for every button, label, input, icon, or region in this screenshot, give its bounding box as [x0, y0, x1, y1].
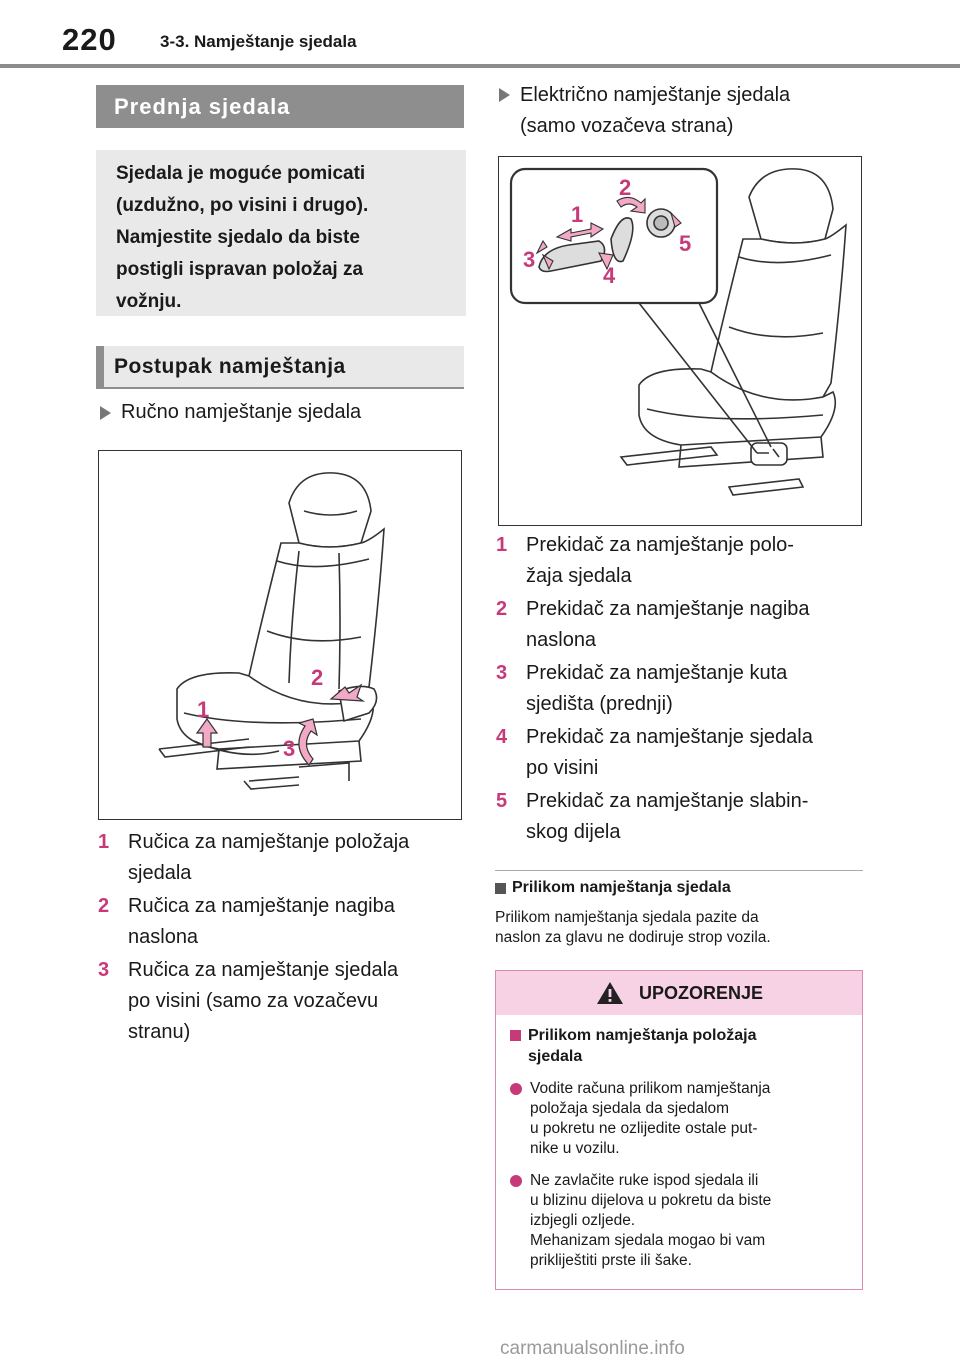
item-text: naslona — [526, 629, 597, 651]
item-text: Prekidač za namještanje kuta — [526, 662, 788, 684]
manual-seat-illustration — [99, 451, 460, 818]
note-title: Prilikom namještanja sjedala — [512, 879, 731, 896]
warning-subtitle-line: sjedala — [528, 1048, 583, 1065]
item-text: Prekidač za namještanje polo- — [526, 534, 794, 556]
note-divider — [495, 870, 863, 871]
item-number: 2 — [496, 598, 508, 620]
item-text: Prekidač za namještanje sjedala — [526, 726, 813, 748]
list-item — [496, 786, 876, 848]
square-bullet-icon — [510, 1030, 521, 1041]
item-text: Ručica za namještanje sjedala — [128, 959, 399, 981]
watermark: carmanualsonline.info — [500, 1338, 685, 1359]
warning-subtitle-line: Prilikom namještanja položaja — [528, 1027, 757, 1044]
callout-2: 2 — [311, 665, 324, 690]
electric-seat-figure — [498, 156, 862, 526]
intro-box — [96, 150, 466, 316]
item-number: 2 — [98, 895, 110, 917]
dot-bullet-icon — [510, 1083, 522, 1095]
manual-seat-figure — [98, 450, 462, 820]
warning-item — [510, 1171, 846, 1271]
item-text: Ručica za namještanje nagiba — [128, 895, 395, 917]
note-heading — [495, 879, 731, 897]
electric-label-row — [495, 80, 790, 142]
chapter-title: 3-3. Namještanje sjedala — [160, 32, 357, 51]
note-body — [495, 908, 875, 948]
item-number: 4 — [496, 726, 508, 748]
note-line: Prilikom namještanja sjedala pazite da — [495, 909, 759, 926]
callout-5: 5 — [679, 231, 692, 256]
warning-title: UPOZORENJE — [638, 982, 764, 1003]
list-item — [98, 827, 468, 889]
warning-item — [510, 1079, 846, 1159]
warning-line: nike u vozilu. — [530, 1140, 620, 1157]
warning-line: Mehanizam sjedala mogao bi vam — [530, 1232, 766, 1249]
manual-items — [98, 827, 468, 1050]
callout-1: 1 — [197, 697, 210, 722]
electric-items — [496, 530, 876, 850]
list-item — [98, 891, 468, 953]
manual-label-row — [96, 397, 361, 428]
note-line: naslon za glavu ne dodiruje strop vozila. — [495, 929, 771, 946]
item-text: sjedala — [128, 862, 192, 884]
section-title: Prednja sjedala — [96, 85, 464, 128]
warning-line: Vodite računa prilikom namještanja — [530, 1080, 771, 1097]
warning-triangle-icon — [595, 980, 625, 1006]
callout-3: 3 — [523, 247, 536, 272]
electric-label: Električno namještanje sjedala — [520, 84, 791, 106]
intro-line: postigli ispravan položaj za — [116, 259, 364, 280]
triangle-bullet-icon — [100, 406, 111, 420]
callout-2: 2 — [619, 175, 632, 200]
callout-4: 4 — [603, 263, 616, 288]
list-item — [496, 594, 876, 656]
item-text: sjedišta (prednji) — [526, 693, 673, 715]
item-text: stranu) — [128, 1021, 191, 1043]
warning-body — [496, 1015, 862, 1271]
item-number: 3 — [98, 959, 110, 981]
list-item — [496, 530, 876, 592]
intro-line: vožnju. — [116, 291, 182, 312]
warning-subtitle — [510, 1025, 846, 1067]
item-number: 1 — [496, 534, 508, 556]
item-number: 5 — [496, 790, 508, 812]
triangle-bullet-icon — [499, 88, 510, 102]
procedure-underline — [96, 387, 464, 389]
warning-line: prikliještiti prste ili šake. — [530, 1252, 692, 1269]
electric-label: (samo vozačeva strana) — [520, 115, 734, 137]
callout-3: 3 — [283, 736, 296, 761]
item-number: 3 — [496, 662, 508, 684]
item-text: po visini (samo za vozačevu — [128, 990, 379, 1012]
procedure-title: Postupak namještanja — [96, 346, 464, 388]
list-item — [496, 722, 876, 784]
manual-label: Ručno namještanje sjedala — [121, 401, 362, 423]
dot-bullet-icon — [510, 1175, 522, 1187]
electric-seat-illustration — [499, 157, 860, 524]
item-text: Prekidač za namještanje slabin- — [526, 790, 809, 812]
callout-1: 1 — [571, 202, 584, 227]
item-text: Ručica za namještanje položaja — [128, 831, 410, 853]
intro-line: Sjedala je moguće pomicati — [116, 163, 366, 184]
list-item — [98, 955, 468, 1048]
warning-line: u blizinu dijelova u pokretu da biste — [530, 1192, 772, 1209]
warning-line: položaja sjedala da sjedalom — [530, 1100, 730, 1117]
item-number: 1 — [98, 831, 110, 853]
list-item — [496, 658, 876, 720]
square-bullet-icon — [495, 883, 506, 894]
item-text: po visini — [526, 757, 599, 779]
item-text: skog dijela — [526, 821, 621, 843]
header-rule — [0, 64, 960, 68]
warning-line: u pokretu ne ozlijedite ostale put- — [530, 1120, 758, 1137]
item-text: Prekidač za namještanje nagiba — [526, 598, 810, 620]
intro-line: Namjestite sjedalo da biste — [116, 227, 360, 248]
intro-line: (uzdužno, po visini i drugo). — [116, 195, 369, 216]
page-number: 220 — [62, 22, 117, 57]
item-text: žaja sjedala — [526, 565, 632, 587]
warning-box — [495, 970, 863, 1290]
warning-header — [496, 971, 862, 1015]
warning-line: Ne zavlačite ruke ispod sjedala ili — [530, 1172, 759, 1189]
item-text: naslona — [128, 926, 199, 948]
warning-line: izbjegli ozljede. — [530, 1212, 636, 1229]
